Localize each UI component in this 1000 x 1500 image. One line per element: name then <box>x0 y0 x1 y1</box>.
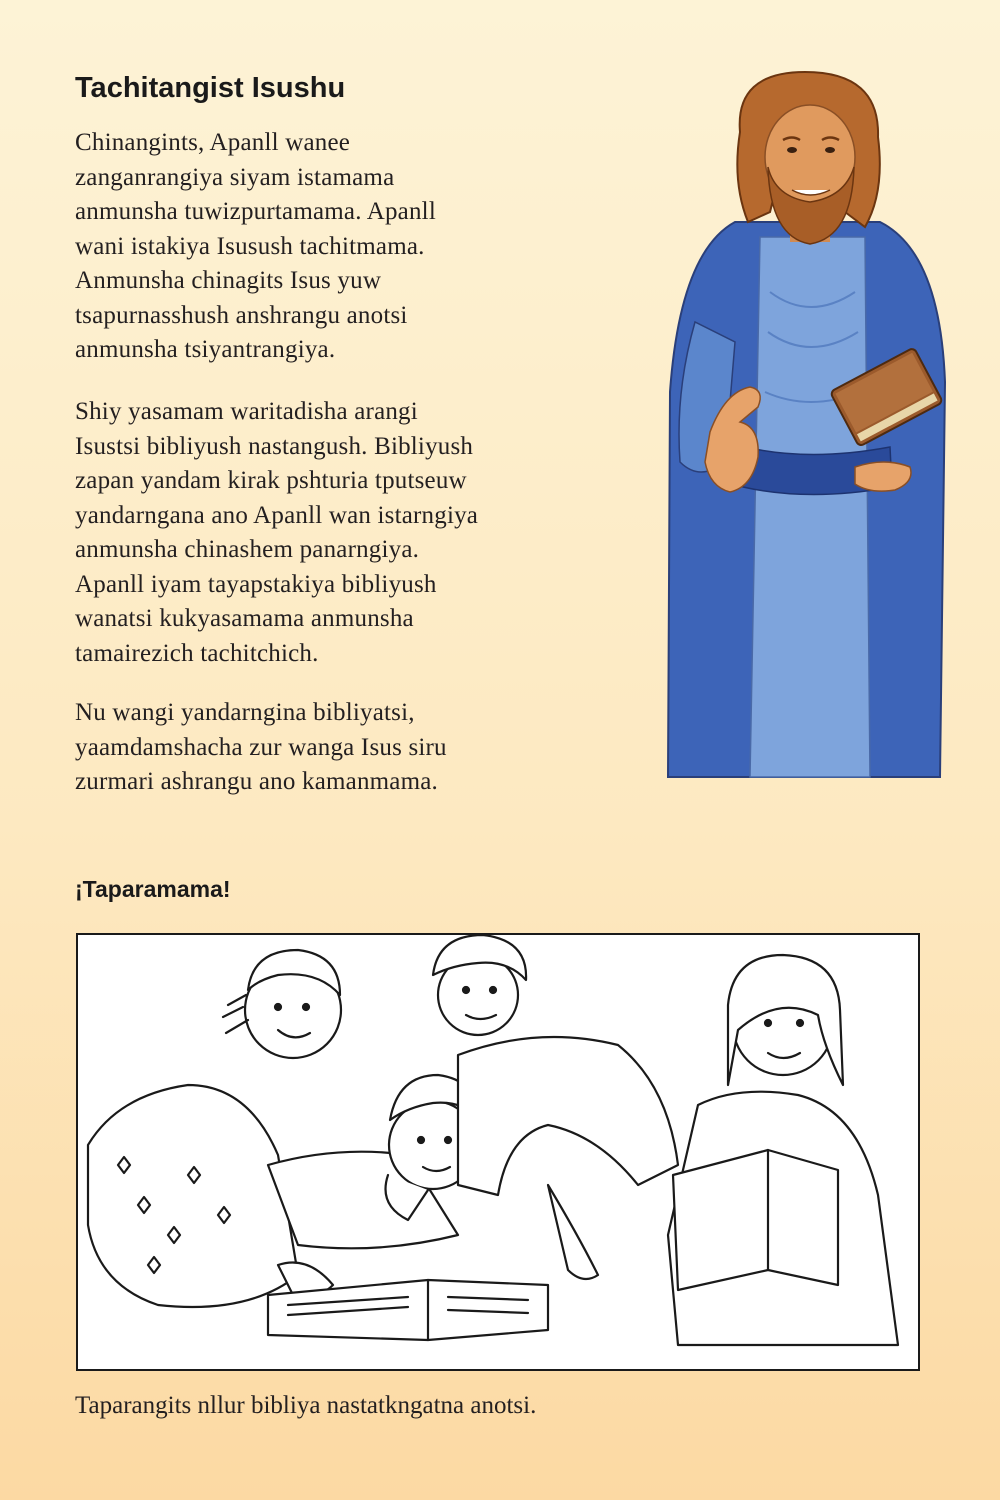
paragraph-intro <box>75 126 635 368</box>
paragraph-bible <box>75 395 635 671</box>
text-line: zanganrangiya siyam istamama <box>75 163 395 191</box>
text-line: yaamdamshacha zur wanga Isus siru <box>75 733 447 761</box>
text-line: wani istakiya Isusush tachitmama. <box>75 232 425 260</box>
caption: Taparangits nllur bibliya nastatkngatna anotsi. <box>75 1392 537 1419</box>
text-line: Apanll iyam tayapstakiya bibliyush <box>75 570 437 598</box>
girl-left <box>88 950 341 1307</box>
boy-standing <box>433 935 678 1279</box>
inner-robe <box>750 237 870 777</box>
jesus-illustration <box>640 62 970 782</box>
text-line: zurmari ashrangu ano kamanmama. <box>75 768 438 795</box>
coloring-picture <box>76 933 920 1371</box>
text-line: wanatsi kukyasamama anmunsha <box>75 605 414 632</box>
text-line: yandarngana ano Apanll wan istarngiya <box>75 501 479 529</box>
text-line: Shiy yasamam waritadisha arangi <box>75 398 418 425</box>
text-line: Anmunsha chinagits Isus yuw <box>75 267 382 294</box>
paragraph-closing <box>75 696 635 800</box>
text-line: zapan yandam kirak pshturia tputseuw <box>75 467 467 494</box>
text-line: tsapurnasshush anshrangu anotsi <box>75 301 408 329</box>
right-hand <box>855 462 911 491</box>
text-line: anmunsha tsiyantrangiya. <box>75 336 336 363</box>
text-line: Chinangints, Apanll wanee <box>75 129 351 156</box>
children-reading-illustration <box>78 935 918 1369</box>
page-title: Tachitangist Isushu <box>75 72 346 104</box>
boy-middle <box>268 1075 480 1248</box>
text-line: Nu wangi yandarngina bibliyatsi, <box>75 699 415 726</box>
text-line: anmunsha tuwizpurtamama. Apanll <box>75 198 436 225</box>
girl-right <box>668 955 898 1345</box>
text-line: anmunsha chinashem panarngiya. <box>75 536 420 563</box>
text-line: Isustsi bibliyush nastangush. Bibliyush <box>75 432 474 460</box>
activity-heading: ¡Taparamama! <box>75 876 231 902</box>
text-line: tamairezich tachitchich. <box>75 639 319 667</box>
